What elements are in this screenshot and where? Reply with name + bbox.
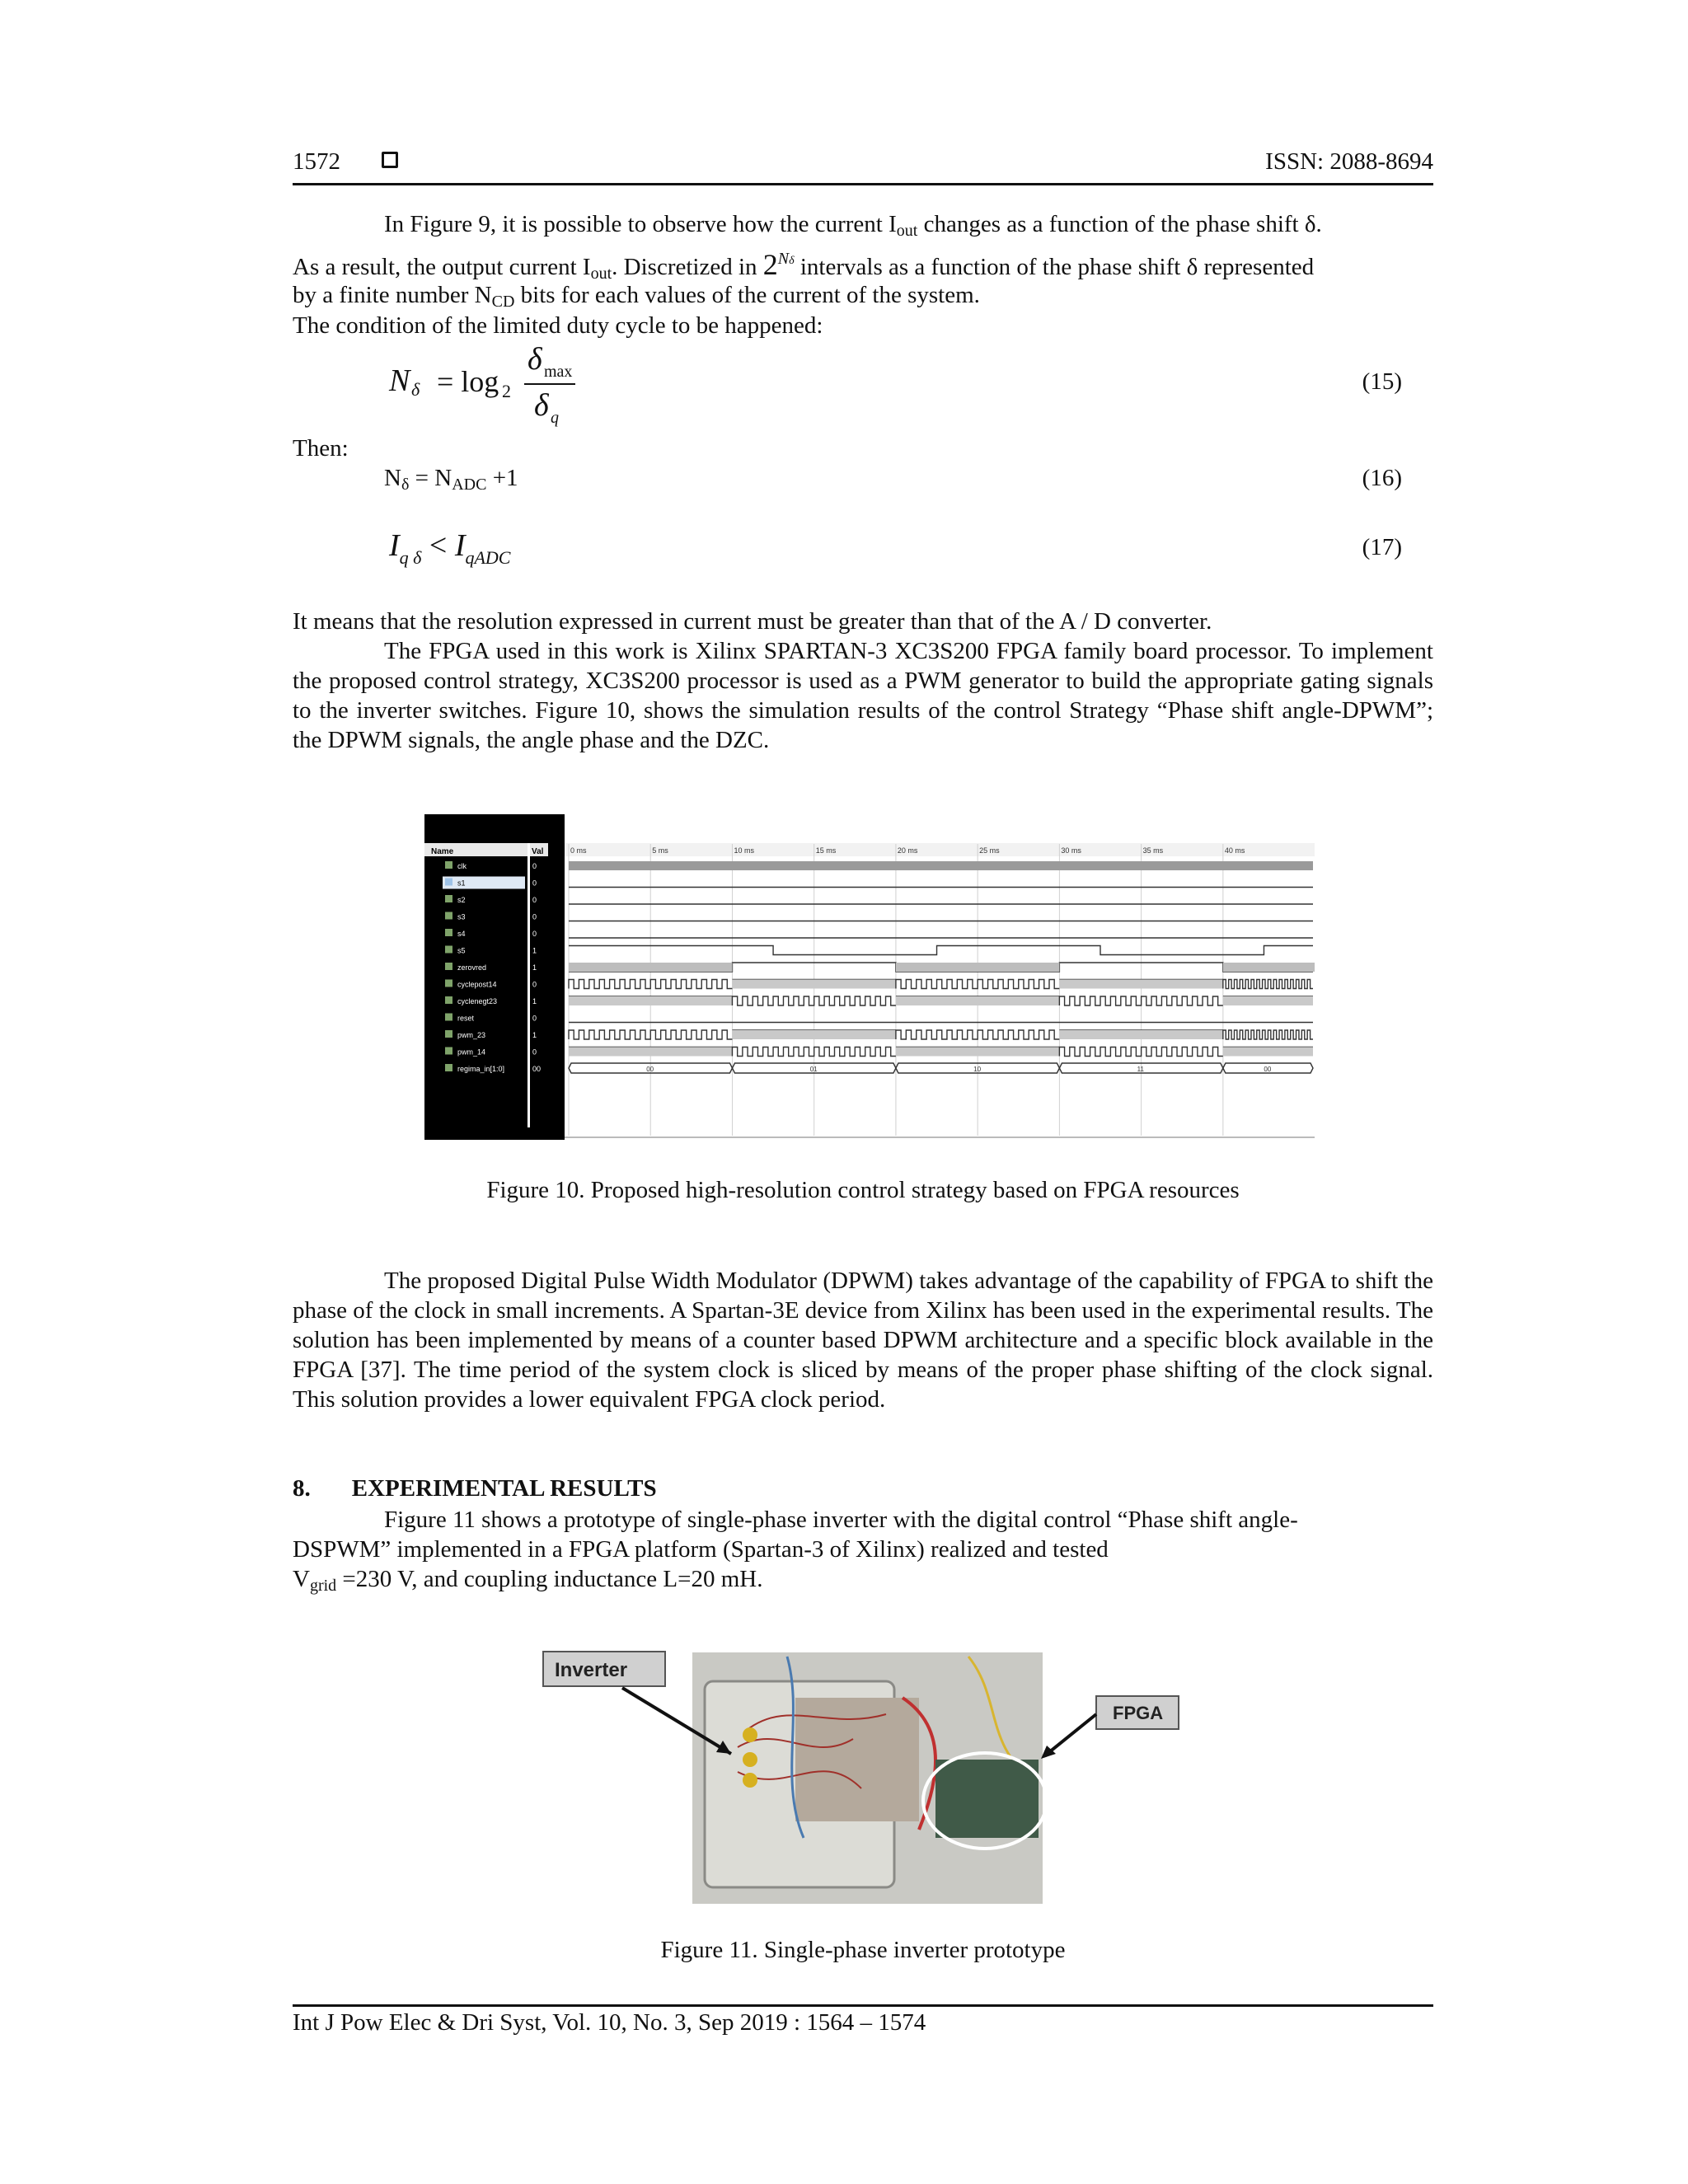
- time-tick-label: 30 ms: [1061, 846, 1081, 855]
- time-tick-label: 10 ms: [734, 846, 754, 855]
- signal-fill: [732, 1030, 895, 1039]
- signal-icon: [445, 963, 452, 970]
- signal-fill: [569, 996, 732, 1005]
- signal-name: s2: [457, 896, 466, 904]
- signal-icon: [445, 996, 452, 1004]
- fraction-bar: [524, 383, 575, 385]
- page-number: 1572: [293, 148, 340, 175]
- paragraph-line: by a finite number $N_{CD}$ bits for each values of the current of the system.: [293, 282, 980, 311]
- signal-name: s1: [457, 879, 466, 888]
- signal-icon: [445, 895, 452, 902]
- signal-icon: [445, 912, 452, 920]
- signal-name: pwm_23: [457, 1031, 486, 1039]
- issn: ISSN: 2088-8694: [1265, 148, 1433, 175]
- signal-name: s4: [457, 930, 466, 938]
- bus-value-label: 00: [1264, 1066, 1272, 1073]
- time-tick-label: 5 ms: [652, 846, 668, 855]
- signal-icon: [445, 946, 452, 954]
- signal-icon: [445, 861, 452, 869]
- signal-value: 0: [532, 896, 537, 904]
- signal-fill: [1059, 980, 1222, 989]
- value-header: Val: [532, 847, 544, 856]
- signal-value: 00: [532, 1065, 542, 1073]
- signal-fill: [1223, 963, 1315, 972]
- signal-icon: [445, 1014, 452, 1021]
- signal-name: cyclepost14: [457, 980, 497, 989]
- signal-fill: [569, 1047, 732, 1057]
- signal-value: 0: [532, 879, 537, 888]
- clock-trace: [569, 861, 1313, 870]
- signal-name: zerovred: [457, 963, 487, 972]
- inverter-label: Inverter: [555, 1659, 628, 1681]
- paragraph: The FPGA used in this work is Xilinx SPARTAN-3 XC3S200 FPGA family board processor. To implement the proposed control strategy, XC3S200 processor is used as a PWM generator to build the appropriate gating signals to the inverter switches. Figure 10, shows the simulation results of the control Strategy “Phase shift angle-DPWM”; the DPWM signals, the angle phase and the DZC.: [293, 638, 1433, 753]
- equation-number: (17): [1362, 534, 1402, 560]
- signal-value: 1: [532, 1031, 537, 1039]
- equation-17: $I_{q \delta} < I_{qADC}$: [389, 528, 511, 568]
- signal-value: 0: [532, 1014, 537, 1023]
- figure-11-photo: [540, 1648, 1183, 1912]
- time-tick-label: 15 ms: [815, 846, 837, 855]
- time-tick-label: 40 ms: [1224, 846, 1245, 855]
- header-rule: [293, 183, 1433, 185]
- bus-value-label: 00: [646, 1066, 654, 1073]
- equation-number: (15): [1362, 368, 1402, 395]
- paragraph-line: The condition of the limited duty cycle to be happened:: [293, 312, 823, 339]
- time-tick-label: 35 ms: [1142, 846, 1164, 855]
- footer-rule: [293, 2004, 1433, 2007]
- signal-value: 1: [532, 946, 537, 955]
- selected-row-highlight: [443, 877, 525, 889]
- section-heading: 8. EXPERIMENTAL RESULTS: [293, 1475, 657, 1502]
- paragraph: The proposed Digital Pulse Width Modulator (DPWM) takes advantage of the capability of FPGA to shift the phase of the clock in small increments. A Spartan-3E device from Xilinx has been used in the experimental results. The solution has been implemented by means of a counter based DPWM architecture and a specific block available in the FPGA [37]. The time period of the system clock is sliced by means of the proper phase shifting of the clock signal. This solution provides a lower equivalent FPGA clock period.: [293, 1268, 1433, 1413]
- name-header: Name: [431, 847, 454, 856]
- signal-fill: [569, 963, 732, 972]
- time-ruler: [565, 843, 1315, 856]
- waveform-svg: [424, 814, 1315, 1140]
- signal-fill: [896, 996, 1059, 1005]
- figure-10-waveform: [424, 814, 1315, 1140]
- signal-icon: [445, 1047, 452, 1055]
- signal-value: 1: [532, 997, 537, 1005]
- signal-value: 0: [532, 980, 537, 989]
- paragraph: It means that the resolution expressed in current must be greater than that of the A / D converter.: [293, 608, 1212, 635]
- time-tick-label: 0 ms: [570, 846, 587, 855]
- paragraph-line: DSPWM” implemented in a FPGA platform (Spartan-3 of Xilinx) realized and tested: [293, 1536, 1109, 1563]
- signal-trace: [1223, 1030, 1313, 1039]
- bus-value-label: 01: [809, 1066, 818, 1073]
- signal-icon: [445, 879, 452, 886]
- figure-11-caption: Figure 11. Single-phase inverter prototype: [660, 1937, 1066, 1963]
- signal-fill: [1223, 1047, 1313, 1057]
- figure-10-caption: Figure 10. Proposed high-resolution control strategy based on FPGA resources: [486, 1177, 1240, 1203]
- signal-value: 0: [532, 862, 537, 870]
- bus-value-label: 10: [973, 1066, 982, 1073]
- signal-name: s3: [457, 912, 466, 921]
- signal-icon: [445, 929, 452, 936]
- signal-icon: [445, 1030, 452, 1038]
- signal-trace: [1223, 980, 1313, 989]
- fpga-label: FPGA: [1113, 1703, 1164, 1723]
- signal-fill: [1223, 996, 1313, 1005]
- signal-value: 0: [532, 930, 537, 938]
- page-header: [293, 145, 1433, 185]
- time-tick-label: 20 ms: [897, 846, 918, 855]
- equation-number: (16): [1362, 465, 1402, 491]
- signal-fill: [896, 1047, 1059, 1057]
- power-expression: $2^{N\delta}$: [762, 248, 795, 281]
- signal-name: s5: [457, 946, 466, 955]
- signal-name: cyclenegt23: [457, 997, 498, 1005]
- signal-name: reset: [457, 1014, 475, 1023]
- signal-value: 1: [532, 963, 537, 972]
- checkbox-symbol-icon: [382, 152, 398, 168]
- paragraph-line: $V_{grid} =230$ V, and coupling inductance L=20 mH.: [293, 1566, 763, 1595]
- signal-name: pwm_14: [457, 1047, 486, 1057]
- paragraph-line: In Figure 9, it is possible to observe how the current $I_{out}$ changes as a function of the phase shift δ.: [384, 211, 1322, 240]
- signal-name: regima_in[1:0]: [457, 1065, 505, 1073]
- paragraph-line: As a result, the output current $I_{out}$. Discretized in $2^{N\delta}$ intervals as a function of the phase shift δ represented: [293, 248, 1315, 283]
- paragraph-line: Figure 11 shows a prototype of single-phase inverter with the digital control “Phase shift angle-: [384, 1507, 1298, 1533]
- signal-name: clk: [457, 862, 467, 870]
- signal-value: 0: [532, 912, 537, 921]
- then-label: Then:: [293, 435, 349, 462]
- signal-icon: [445, 980, 452, 987]
- signal-fill: [732, 980, 895, 989]
- equation-16: $N_\delta = N_{ADC} +1$: [384, 465, 518, 494]
- bus-value-label: 11: [1137, 1066, 1144, 1073]
- signal-value: 0: [532, 1047, 537, 1057]
- time-tick-label: 25 ms: [979, 846, 1000, 855]
- footer-citation: Int J Pow Elec & Dri Syst, Vol. 10, No. 3, Sep 2019 : 1564 – 1574: [293, 2009, 926, 2036]
- equation-15: N δ = log 2 δ max δ q: [389, 346, 719, 429]
- signal-fill: [896, 963, 1059, 972]
- signal-icon: [445, 1064, 452, 1071]
- fpga-board: [935, 1760, 1039, 1838]
- signal-fill: [1059, 1030, 1222, 1039]
